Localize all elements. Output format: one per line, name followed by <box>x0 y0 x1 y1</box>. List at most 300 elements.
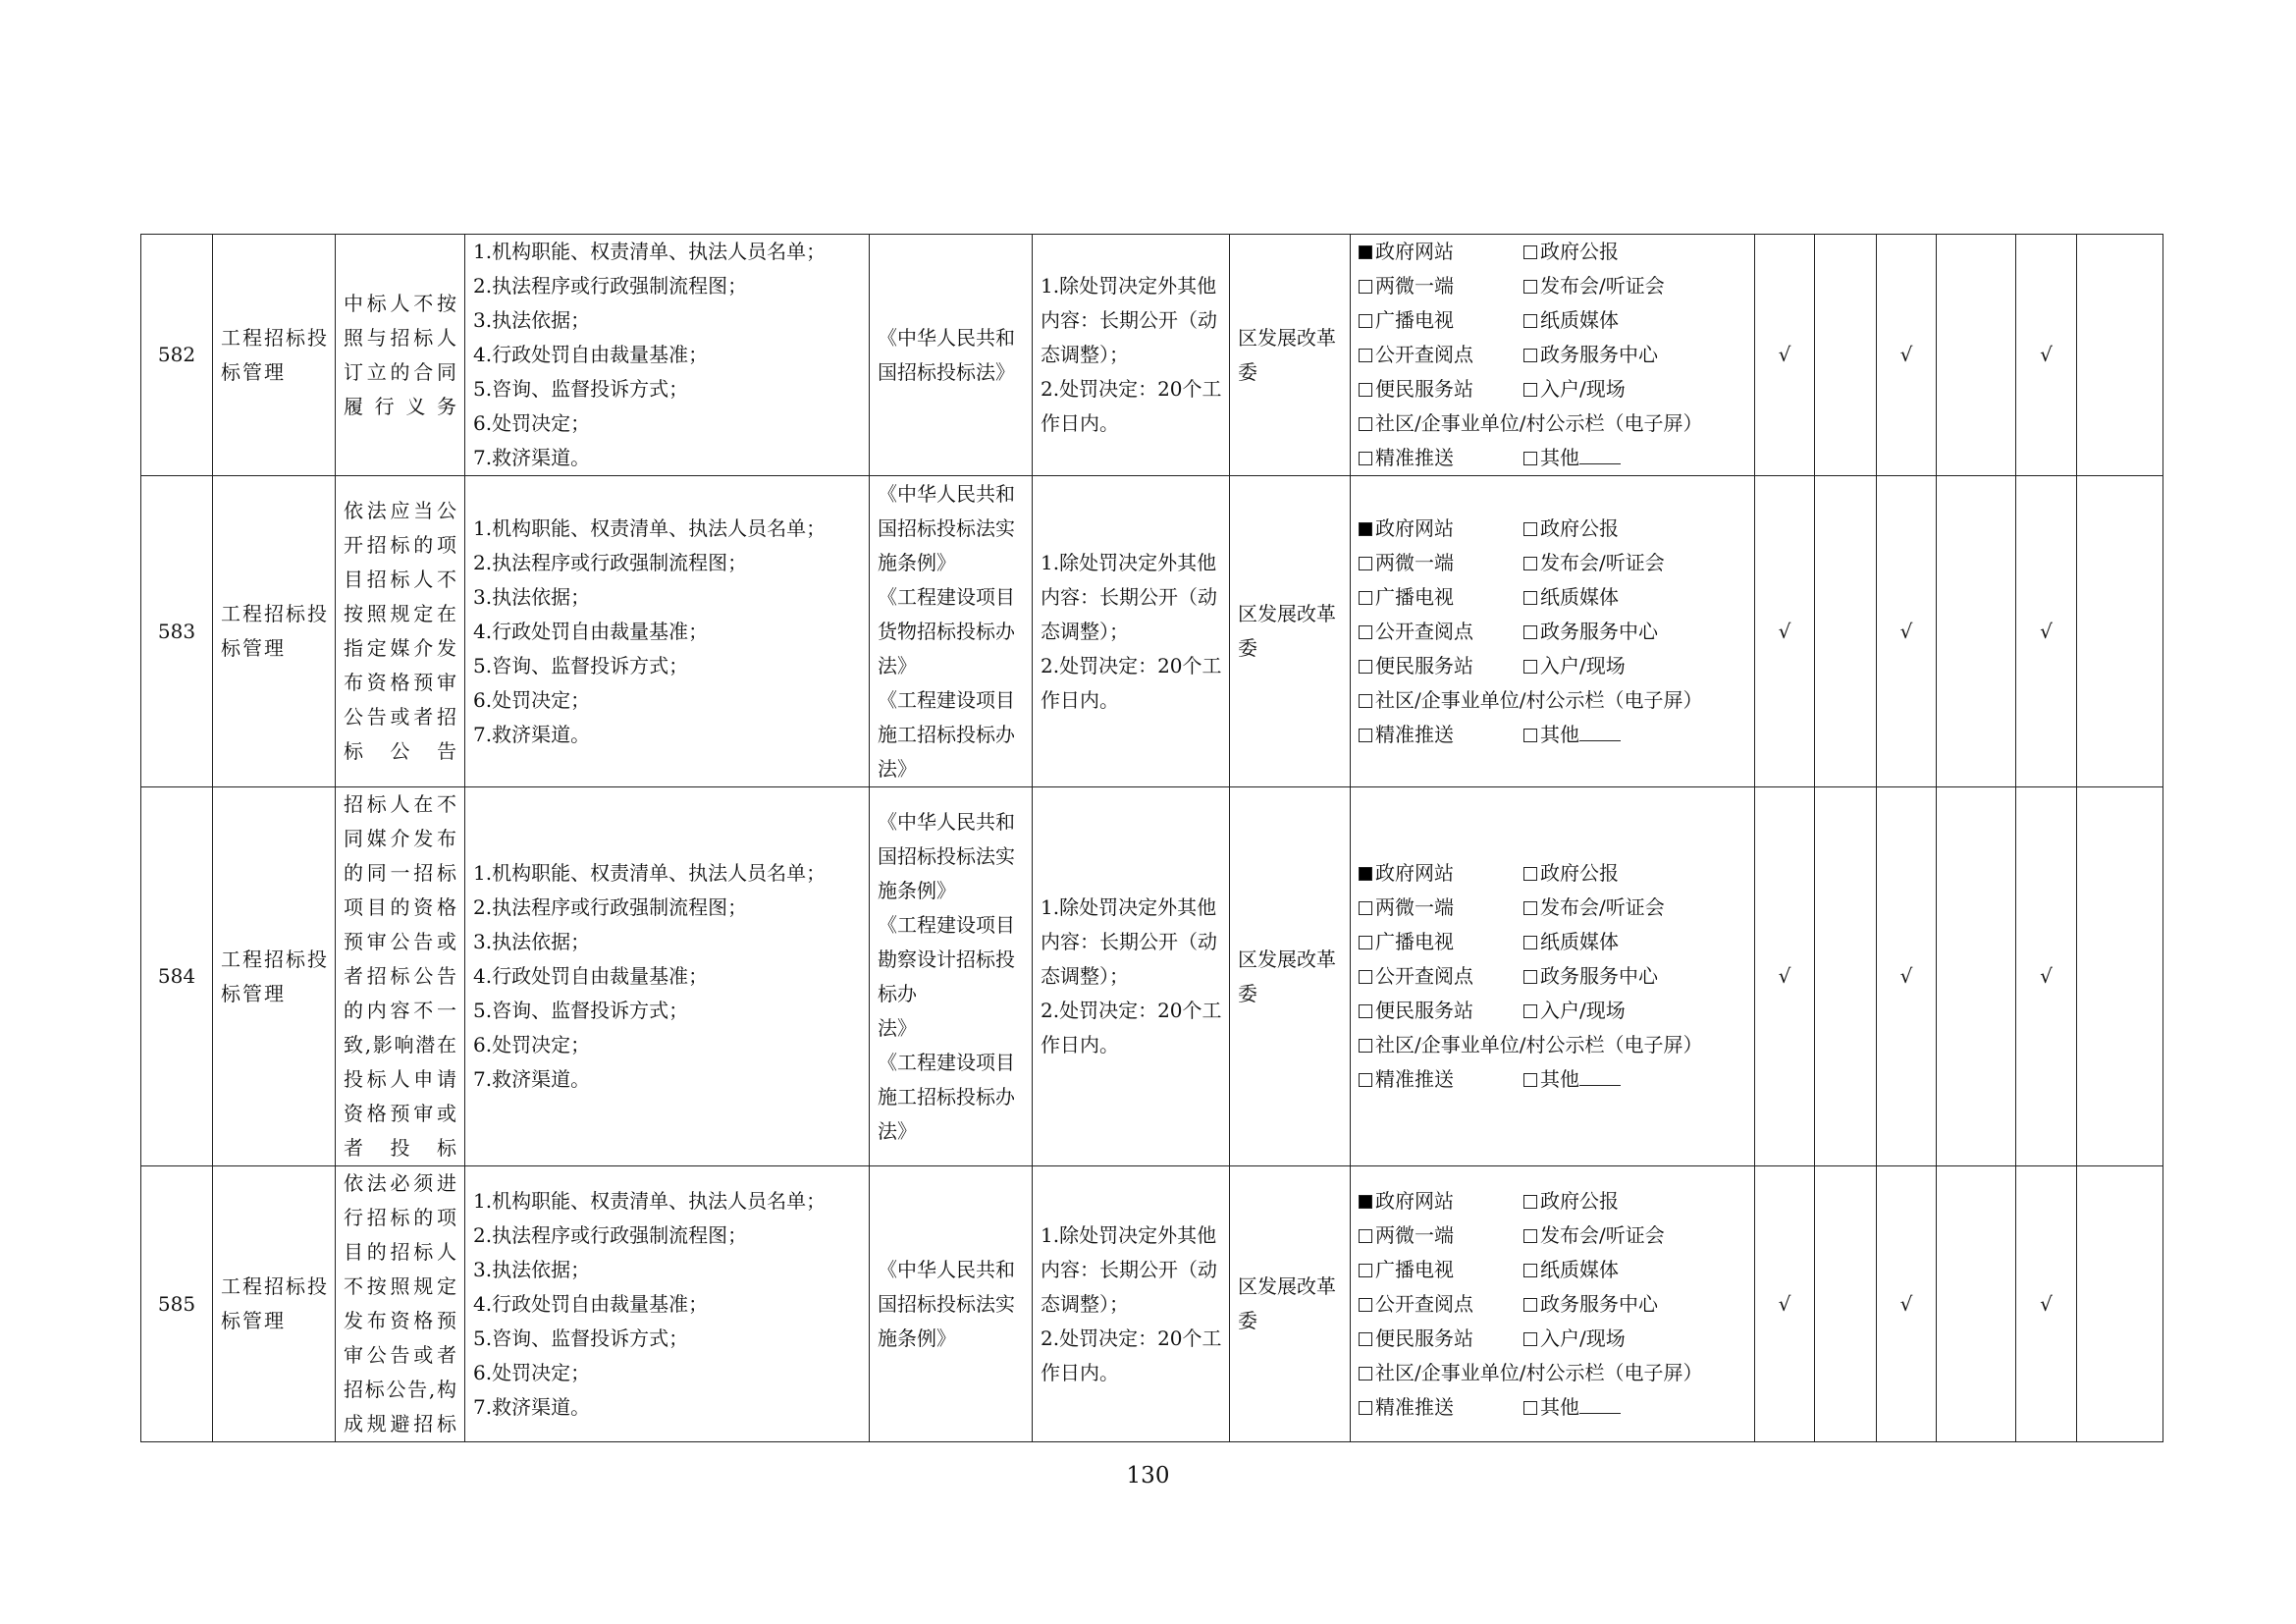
content-line: 4.行政处罚自由裁量基准； <box>473 964 709 988</box>
channel-label: 便民服务站 <box>1375 653 1473 677</box>
channel-label: 两微一端 <box>1375 1222 1454 1247</box>
channel-option <box>1359 615 1523 649</box>
channel-option <box>1359 441 1523 475</box>
basis-line: 勘察设计招标投 <box>878 947 1015 971</box>
timing-cell <box>1033 1166 1230 1442</box>
channel-option <box>1359 338 1523 372</box>
channel-option <box>1359 1184 1523 1218</box>
check-cell <box>1815 476 1877 787</box>
channel-label: 其他 <box>1540 1067 1579 1091</box>
channel-grid <box>1351 1184 1754 1425</box>
checkbox-empty-icon <box>1523 349 1537 362</box>
content-line: 7.救济渠道。 <box>473 1394 591 1419</box>
checkbox-empty-icon <box>1523 1195 1537 1209</box>
channel-option <box>1523 1062 1754 1097</box>
channel-option <box>1359 1253 1523 1287</box>
channel-option <box>1523 512 1754 546</box>
channel-cell <box>1351 787 1755 1166</box>
channel-label: 便民服务站 <box>1375 999 1473 1022</box>
item-line: 同媒介发布 <box>344 827 456 850</box>
content-line: 5.咨询、监督投诉方式； <box>473 1326 689 1350</box>
basis-line: 法》 <box>878 653 917 677</box>
check-cell <box>2077 476 2163 787</box>
check-cell <box>1937 235 2016 476</box>
channel-option <box>1359 1356 1754 1390</box>
content-line: 4.行政处罚自由裁量基准； <box>473 343 709 366</box>
subject-cell <box>1230 1166 1351 1442</box>
channel-label: 入户/现场 <box>1540 377 1626 401</box>
item-line: 的同一招标 <box>344 861 456 885</box>
basis-line: 施条例》 <box>878 878 956 902</box>
item-line: 致,影响潜在 <box>344 1033 456 1056</box>
check-cell: √ <box>2016 1166 2077 1442</box>
content-line: 3.执法依据； <box>473 1257 591 1281</box>
channel-cell <box>1351 476 1755 787</box>
item-line: 履行义务 <box>344 394 456 418</box>
checkbox-empty-icon <box>1523 660 1537 674</box>
check-cell <box>1815 235 1877 476</box>
checkbox-empty-icon <box>1359 1004 1372 1018</box>
content-cell <box>465 1166 870 1442</box>
timing-line: 1.除处罚决定外其他 <box>1041 895 1217 919</box>
channel-option <box>1359 718 1523 752</box>
item-line: 者投标 <box>344 1136 456 1160</box>
check-cell <box>1815 787 1877 1166</box>
content-line: 5.咨询、监督投诉方式； <box>473 377 689 401</box>
channel-label: 发布会/听证会 <box>1540 550 1665 574</box>
item-line: 标公告 <box>344 739 456 763</box>
item-line: 成规避招标 <box>344 1412 456 1435</box>
checkbox-empty-icon <box>1523 970 1537 984</box>
channel-label: 便民服务站 <box>1375 1326 1473 1350</box>
channel-option <box>1359 546 1523 580</box>
content-line: 2.执法程序或行政强制流程图； <box>473 1222 748 1247</box>
blank-underline <box>1579 1065 1621 1086</box>
basis-line: 施条例》 <box>878 1326 956 1350</box>
timing-line: 内容：长期公开（动 <box>1041 930 1217 953</box>
basis-line: 标办 <box>878 981 917 1005</box>
channel-option <box>1359 1390 1523 1425</box>
channel-option <box>1523 372 1754 406</box>
channel-option <box>1523 1322 1754 1356</box>
item-line: 资格预审或 <box>344 1102 456 1125</box>
timing-line: 1.除处罚决定外其他 <box>1041 1222 1217 1247</box>
checkbox-empty-icon <box>1359 1332 1372 1346</box>
channel-option <box>1523 1390 1754 1425</box>
checkbox-empty-icon <box>1359 349 1372 362</box>
item-line: 公告或者招 <box>344 705 456 729</box>
category-text: 工程招标投标管理 <box>221 1274 329 1332</box>
channel-option <box>1359 994 1523 1028</box>
channel-option <box>1359 649 1523 683</box>
checkbox-empty-icon <box>1523 1298 1537 1312</box>
basis-line: 《工程建设项目 <box>878 912 1015 937</box>
content-cell <box>465 787 870 1166</box>
timing-line: 作日内。 <box>1041 1360 1119 1384</box>
check-cell: √ <box>2016 235 2077 476</box>
checkbox-empty-icon <box>1523 1229 1537 1243</box>
checkbox-empty-icon <box>1359 452 1372 465</box>
subject-text: 区发展改革委 <box>1238 325 1336 384</box>
basis-line: 国招标投标法》 <box>878 359 1015 384</box>
channel-label: 政务服务中心 <box>1540 343 1658 366</box>
timing-line: 内容：长期公开（动 <box>1041 1257 1217 1281</box>
checkbox-empty-icon <box>1359 1264 1372 1277</box>
check-cell <box>1937 1166 2016 1442</box>
content-line: 4.行政处罚自由裁量基准； <box>473 1291 709 1316</box>
channel-option <box>1359 580 1523 615</box>
subject-text: 区发展改革委 <box>1238 947 1336 1005</box>
checkbox-empty-icon <box>1359 1039 1372 1053</box>
content-cell <box>465 235 870 476</box>
checkbox-filled-icon <box>1359 245 1372 259</box>
channel-label: 政府公报 <box>1540 1188 1619 1213</box>
checkbox-empty-icon <box>1523 1401 1537 1415</box>
basis-cell <box>870 1166 1033 1442</box>
item-line: 的内容不一 <box>344 999 456 1022</box>
check-cell <box>1815 1166 1877 1442</box>
item-line: 预审公告或 <box>344 930 456 953</box>
check-cell: √ <box>2016 787 2077 1166</box>
table-row <box>141 235 2163 476</box>
channel-option <box>1523 856 1754 891</box>
channel-option <box>1359 925 1523 959</box>
basis-line: 法》 <box>878 1118 917 1143</box>
page-number: 130 <box>1126 1463 1170 1489</box>
checkbox-empty-icon <box>1523 1332 1537 1346</box>
channel-label: 公开查阅点 <box>1375 964 1473 988</box>
timing-line: 1.除处罚决定外其他 <box>1041 550 1217 574</box>
check-cell: √ <box>1755 235 1815 476</box>
check-cell <box>2077 787 2163 1166</box>
channel-label: 精准推送 <box>1375 722 1454 746</box>
basis-line: 《工程建设项目 <box>878 687 1015 712</box>
channel-label: 两微一端 <box>1375 895 1454 919</box>
channel-label: 政府网站 <box>1375 1188 1454 1213</box>
checkbox-empty-icon <box>1523 452 1537 465</box>
channel-label: 发布会/听证会 <box>1540 1222 1665 1247</box>
content-line: 3.执法依据； <box>473 930 591 953</box>
basis-line: 施工招标投标办 <box>878 722 1015 746</box>
channel-label: 社区/企事业单位/村公示栏（电子屏） <box>1375 411 1703 435</box>
timing-line: 态调整）； <box>1041 964 1129 988</box>
content-line: 7.救济渠道。 <box>473 446 591 469</box>
channel-option <box>1523 891 1754 925</box>
channel-option <box>1523 1218 1754 1253</box>
channel-option <box>1359 1062 1523 1097</box>
timing-cell <box>1033 787 1230 1166</box>
channel-option <box>1523 1184 1754 1218</box>
check-cell <box>2077 1166 2163 1442</box>
checkbox-empty-icon <box>1359 1298 1372 1312</box>
check-cell: √ <box>1755 1166 1815 1442</box>
channel-option <box>1359 891 1523 925</box>
channel-label: 其他 <box>1540 446 1579 469</box>
checkbox-empty-icon <box>1523 625 1537 639</box>
channel-label: 发布会/听证会 <box>1540 274 1665 298</box>
channel-label: 其他 <box>1540 1394 1579 1419</box>
channel-label: 政府公报 <box>1540 240 1619 263</box>
channel-label: 两微一端 <box>1375 274 1454 298</box>
channel-option <box>1359 1218 1523 1253</box>
basis-line: 《中华人民共和 <box>878 809 1015 834</box>
checkbox-empty-icon <box>1359 970 1372 984</box>
timing-cell <box>1033 235 1230 476</box>
channel-label: 政府公报 <box>1540 515 1619 540</box>
channel-option <box>1359 303 1523 338</box>
checkbox-empty-icon <box>1523 522 1537 536</box>
basis-line: 法》 <box>878 756 917 781</box>
checkbox-empty-icon <box>1359 660 1372 674</box>
blank-underline <box>1579 721 1621 741</box>
table-row <box>141 476 2163 787</box>
checkbox-empty-icon <box>1523 557 1537 570</box>
basis-line: 货物招标投标办 <box>878 619 1015 643</box>
channel-label: 政府网站 <box>1375 861 1454 885</box>
checkbox-empty-icon <box>1359 314 1372 328</box>
channel-option <box>1523 1287 1754 1322</box>
checkbox-empty-icon <box>1359 729 1372 742</box>
channel-option <box>1359 512 1523 546</box>
channel-label: 社区/企事业单位/村公示栏（电子屏） <box>1375 1033 1703 1056</box>
channel-option <box>1359 683 1754 718</box>
channel-label: 便民服务站 <box>1375 377 1473 401</box>
channel-option <box>1359 959 1523 994</box>
channel-option <box>1359 1322 1523 1356</box>
timing-line: 2.处罚决定：20个工 <box>1041 1326 1222 1350</box>
basis-line: 施条例》 <box>878 550 956 574</box>
channel-label: 政务服务中心 <box>1540 1291 1658 1316</box>
item-line: 不按照规定 <box>344 1274 456 1298</box>
timing-line: 作日内。 <box>1041 411 1119 435</box>
timing-cell <box>1033 476 1230 787</box>
checkbox-empty-icon <box>1523 314 1537 328</box>
category-text: 工程招标投标管理 <box>221 947 329 1005</box>
row-number: 584 <box>141 787 213 1166</box>
check-cell <box>2077 235 2163 476</box>
checkbox-empty-icon <box>1523 591 1537 605</box>
item-line: 者招标公告 <box>344 964 456 988</box>
content-line: 2.执法程序或行政强制流程图； <box>473 550 748 574</box>
channel-label: 广播电视 <box>1375 584 1454 609</box>
item-cell <box>336 1166 465 1442</box>
channel-option <box>1359 235 1523 269</box>
channel-label: 入户/现场 <box>1540 1326 1626 1350</box>
channel-label: 政务服务中心 <box>1540 619 1658 643</box>
row-number: 583 <box>141 476 213 787</box>
checkbox-empty-icon <box>1359 625 1372 639</box>
checkbox-filled-icon <box>1359 867 1372 881</box>
content-cell <box>465 476 870 787</box>
subject-text: 区发展改革委 <box>1238 602 1336 660</box>
content-line: 6.处罚决定； <box>473 1360 591 1384</box>
channel-option <box>1523 615 1754 649</box>
category-cell <box>213 476 336 787</box>
basis-line: 《中华人民共和 <box>878 325 1015 350</box>
row-number: 585 <box>141 1166 213 1442</box>
channel-option <box>1523 235 1754 269</box>
check-cell: √ <box>1877 1166 1937 1442</box>
item-line: 指定媒介发 <box>344 636 456 660</box>
checkbox-filled-icon <box>1359 522 1372 536</box>
category-cell <box>213 1166 336 1442</box>
channel-label: 精准推送 <box>1375 1067 1454 1091</box>
checkbox-empty-icon <box>1523 936 1537 949</box>
channel-option <box>1359 1287 1523 1322</box>
channel-grid <box>1351 856 1754 1097</box>
item-line: 按照规定在 <box>344 602 456 625</box>
channel-cell <box>1351 235 1755 476</box>
check-cell <box>1937 787 2016 1166</box>
item-line: 中标人不按 <box>344 291 456 315</box>
item-cell <box>336 476 465 787</box>
subject-text: 区发展改革委 <box>1238 1274 1336 1332</box>
channel-label: 精准推送 <box>1375 1394 1454 1419</box>
subject-cell <box>1230 787 1351 1166</box>
content-line: 7.救济渠道。 <box>473 1067 591 1091</box>
checkbox-empty-icon <box>1359 901 1372 915</box>
channel-label: 广播电视 <box>1375 1257 1454 1281</box>
subject-cell <box>1230 235 1351 476</box>
content-line: 6.处罚决定； <box>473 411 591 435</box>
basis-line: 施工招标投标办 <box>878 1084 1015 1109</box>
checkbox-empty-icon <box>1359 694 1372 708</box>
item-line: 行招标的项 <box>344 1206 456 1229</box>
checkbox-empty-icon <box>1523 1004 1537 1018</box>
checkbox-empty-icon <box>1359 383 1372 397</box>
timing-line: 内容：长期公开（动 <box>1041 584 1217 609</box>
channel-label: 公开查阅点 <box>1375 1291 1473 1316</box>
basis-line: 《中华人民共和 <box>878 1257 1015 1281</box>
disclosure-table <box>140 234 2163 1442</box>
checkbox-filled-icon <box>1359 1195 1372 1209</box>
channel-option <box>1523 994 1754 1028</box>
checkbox-empty-icon <box>1359 1229 1372 1243</box>
item-line: 审公告或者 <box>344 1343 456 1367</box>
basis-line: 《工程建设项目 <box>878 1050 1015 1074</box>
timing-line: 态调整）； <box>1041 343 1129 366</box>
item-line: 布资格预审 <box>344 671 456 694</box>
category-cell <box>213 787 336 1166</box>
basis-line: 国招标投标法实 <box>878 843 1015 868</box>
channel-label: 纸质媒体 <box>1540 1257 1619 1281</box>
basis-line: 法》 <box>878 1015 917 1040</box>
checkbox-empty-icon <box>1523 867 1537 881</box>
channel-option <box>1523 925 1754 959</box>
checkbox-empty-icon <box>1359 280 1372 294</box>
checkbox-empty-icon <box>1359 557 1372 570</box>
check-cell <box>1937 476 2016 787</box>
checkbox-empty-icon <box>1359 591 1372 605</box>
channel-option <box>1523 269 1754 303</box>
timing-line: 2.处罚决定：20个工 <box>1041 653 1222 677</box>
content-line: 4.行政处罚自由裁量基准； <box>473 619 709 643</box>
basis-line: 《工程建设项目 <box>878 584 1015 609</box>
content-line: 3.执法依据； <box>473 308 591 332</box>
content-line: 1.机构职能、权责清单、执法人员名单； <box>473 240 827 263</box>
checkbox-empty-icon <box>1359 1367 1372 1380</box>
item-line: 项目的资格 <box>344 895 456 919</box>
checkbox-empty-icon <box>1359 936 1372 949</box>
timing-line: 态调整）； <box>1041 619 1129 643</box>
channel-label: 入户/现场 <box>1540 999 1626 1022</box>
table-row <box>141 787 2163 1166</box>
table-row <box>141 1166 2163 1442</box>
channel-option <box>1523 441 1754 475</box>
row-number: 582 <box>141 235 213 476</box>
channel-label: 公开查阅点 <box>1375 619 1473 643</box>
checkbox-empty-icon <box>1523 729 1537 742</box>
channel-option <box>1523 718 1754 752</box>
channel-option <box>1359 406 1754 441</box>
check-cell: √ <box>2016 476 2077 787</box>
content-line: 6.处罚决定； <box>473 1033 591 1056</box>
basis-cell <box>870 235 1033 476</box>
channel-label: 纸质媒体 <box>1540 930 1619 953</box>
checkbox-empty-icon <box>1523 901 1537 915</box>
timing-line: 1.除处罚决定外其他 <box>1041 274 1217 298</box>
channel-label: 纸质媒体 <box>1540 584 1619 609</box>
item-line: 依法应当公 <box>344 499 456 522</box>
channel-option <box>1523 338 1754 372</box>
timing-line: 态调整）； <box>1041 1291 1129 1316</box>
channel-grid <box>1351 512 1754 752</box>
checkbox-empty-icon <box>1359 1073 1372 1087</box>
checkbox-empty-icon <box>1359 1401 1372 1415</box>
content-line: 3.执法依据； <box>473 584 591 609</box>
timing-line: 2.处罚决定：20个工 <box>1041 377 1222 401</box>
check-cell: √ <box>1877 787 1937 1166</box>
subject-cell <box>1230 476 1351 787</box>
channel-label: 两微一端 <box>1375 550 1454 574</box>
item-line: 招标人在不 <box>344 792 456 816</box>
channel-option <box>1523 649 1754 683</box>
category-cell <box>213 235 336 476</box>
timing-line: 作日内。 <box>1041 1033 1119 1056</box>
content-line: 6.处罚决定； <box>473 687 591 712</box>
category-text: 工程招标投标管理 <box>221 602 329 660</box>
channel-label: 政府网站 <box>1375 515 1454 540</box>
checkbox-empty-icon <box>1523 280 1537 294</box>
blank-underline <box>1579 444 1621 464</box>
checkbox-empty-icon <box>1523 1264 1537 1277</box>
channel-option <box>1359 856 1523 891</box>
content-line: 2.执法程序或行政强制流程图； <box>473 895 748 919</box>
channel-option <box>1359 269 1523 303</box>
channel-label: 入户/现场 <box>1540 653 1626 677</box>
checkbox-empty-icon <box>1359 417 1372 431</box>
item-cell <box>336 787 465 1166</box>
basis-cell <box>870 476 1033 787</box>
content-line: 1.机构职能、权责清单、执法人员名单； <box>473 515 827 540</box>
content-line: 7.救济渠道。 <box>473 722 591 746</box>
channel-label: 社区/企事业单位/村公示栏（电子屏） <box>1375 1360 1703 1384</box>
check-cell: √ <box>1877 235 1937 476</box>
channel-option <box>1523 303 1754 338</box>
channel-cell <box>1351 1166 1755 1442</box>
channel-option <box>1523 546 1754 580</box>
channel-label: 政务服务中心 <box>1540 964 1658 988</box>
channel-label: 精准推送 <box>1375 446 1454 469</box>
content-line: 1.机构职能、权责清单、执法人员名单； <box>473 1188 827 1213</box>
channel-grid <box>1351 235 1754 475</box>
channel-option <box>1359 372 1523 406</box>
checkbox-empty-icon <box>1523 1073 1537 1087</box>
content-line: 5.咨询、监督投诉方式； <box>473 999 689 1022</box>
channel-option <box>1359 1028 1754 1062</box>
timing-line: 2.处罚决定：20个工 <box>1041 999 1222 1022</box>
content-line: 1.机构职能、权责清单、执法人员名单； <box>473 861 827 885</box>
